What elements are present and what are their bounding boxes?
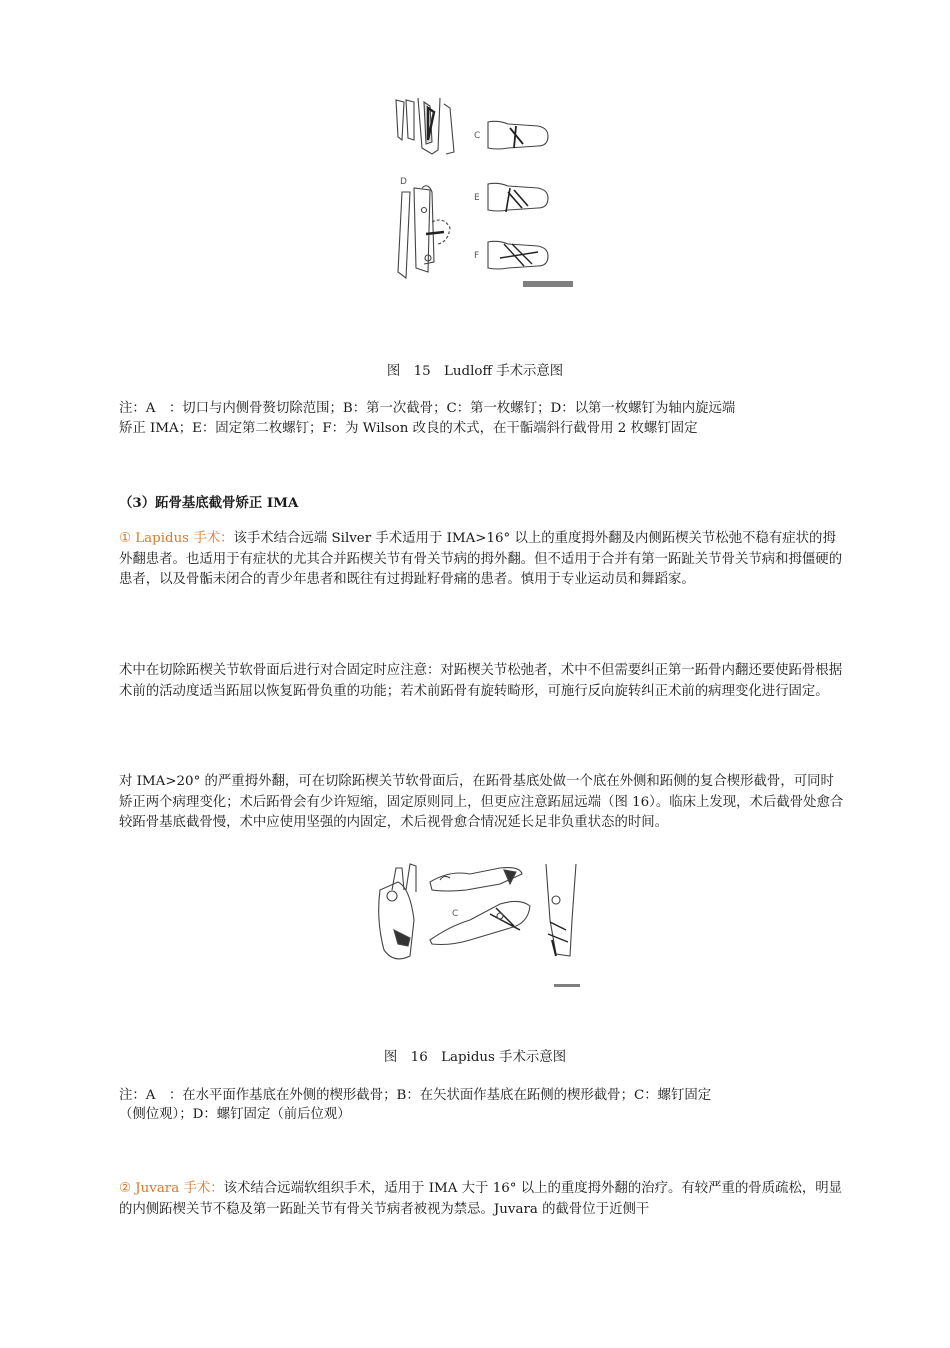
figure-15-caption: 图 15 Ludloff 手术示意图	[386, 364, 564, 379]
juvara-paragraph	[119, 1179, 844, 1220]
figure-15-illustration	[388, 92, 578, 292]
figure-16-note-line-2: （侧位观）；D：螺钉固定（前后位观）	[119, 1107, 351, 1122]
figure-15-note-line-1: 注：A ：切口与内侧骨赘切除范围；B：第一次截骨；C：第一枚螺钉；D：以第一枚螺钉为轴内旋远端	[119, 401, 736, 416]
fig15-label-f: F	[474, 251, 480, 261]
fig15-label-c: C	[474, 131, 481, 141]
figure-16-illustration	[370, 860, 582, 990]
lapidus-paragraph	[119, 529, 844, 591]
lapidus-label: ① Lapidus 手术：	[119, 531, 234, 546]
juvara-text: 该术结合远端软组织手术，适用于 IMA 大于 16° 以上的重度拇外翻的治疗。有较严重的骨质疏松，明显的内侧跖楔关节不稳及第一跖趾关节有骨关节病者被视为禁忌。Juvara 的截骨位于近侧干	[119, 1181, 843, 1217]
fig16-label-c: C	[452, 909, 459, 919]
section-heading: （3）跖骨基底截骨矫正 IMA	[119, 495, 299, 511]
lapidus-paragraph-3: 对 IMA>20° 的严重拇外翻，可在切除跖楔关节软骨面后，在跖骨基底处做一个底在外侧和跖侧的复合楔形截骨，可同时矫正两个病理变化；术后跖骨会有少许短缩，固定原则同上，但更应注意跖屈远端（图 16）。临床上发现，术后截骨处愈合较跖骨基底截骨慢，术中应使用坚强的内固定，术后视骨愈合情况延长足非负重状态的时间。	[119, 774, 844, 830]
lapidus-intro-text: 该手术结合远端 Silver 手术适用于 IMA>16° 以上的重度拇外翻及内侧跖楔关节松弛不稳有症状的拇外翻患者。也适用于有症状的尤其合并跖楔关节有骨关节病的拇外翻。但不适用于合并有第一跖趾关节骨关节病和拇僵硬的患者，以及骨骺未闭合的青少年患者和既往有过拇趾籽骨痛的患者。慎用于专业运动员和舞蹈家。	[119, 531, 843, 587]
figure-16-caption: 图 16 Lapidus 手术示意图	[383, 1050, 567, 1065]
fig16-scale-bar	[554, 984, 580, 987]
fig15-label-e: E	[474, 193, 480, 203]
figure-16-note-line-1: 注：A ：在水平面作基底在外侧的楔形截骨；B：在矢状面作基底在跖侧的楔形截骨；C：螺钉固定	[119, 1088, 712, 1103]
fig15-label-d: D	[400, 177, 407, 187]
lapidus-paragraph-2: 术中在切除跖楔关节软骨面后进行对合固定时应注意：对跖楔关节松弛者，术中不但需要纠正第一跖骨内翻还要使跖骨根据术前的活动度适当跖屈以恢复跖骨负重的功能；若术前跖骨有旋转畸形，可施行反向旋转纠正术前的病理变化进行固定。	[119, 663, 843, 699]
figure-15-note-line-2: 矫正 IMA；E：固定第二枚螺钉；F：为 Wilson 改良的术式，在干骺端斜行截骨用 2 枚螺钉固定	[119, 421, 698, 436]
fig15-scale-bar	[523, 281, 573, 287]
juvara-label: ② Juvara 手术：	[119, 1181, 224, 1196]
